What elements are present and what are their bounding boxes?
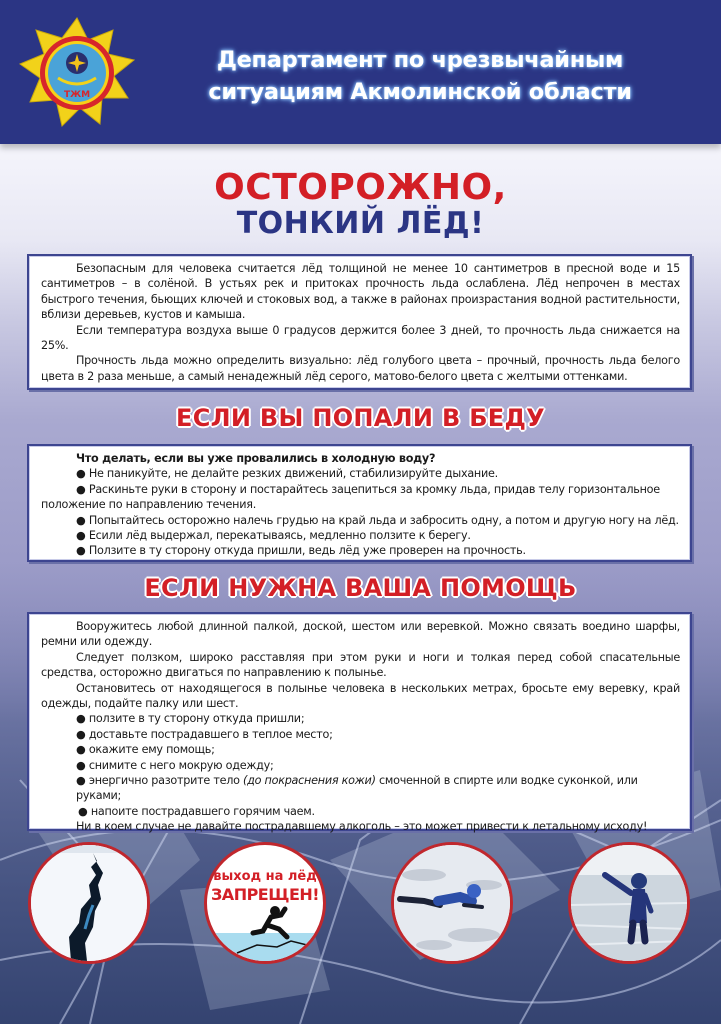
header-banner [0, 0, 721, 144]
trouble-item: ● Есили лёд выдержал, перекатываясь, медленно ползите к берегу. [76, 529, 471, 543]
department-title-line2: ситуациям Акмолинской области [208, 79, 632, 105]
intro-paragraph: Прочность льда можно определить визуально: лёд голубого цвета – прочный, прочность льда белого цвета в 2 раза меньше, а самый ненадежный лёд серого, матово-белого цвета с желтыми оттенками. [41, 354, 680, 383]
trouble-question: Что делать, если вы уже провалились в холодную воду? [76, 452, 436, 465]
intro-paragraph: Безопасным для человека считается лёд толщиной не менее 10 сантиметров в пресной воде и 15 сантиметров – в солёной. В устьях рек и притоках прочность льда ослаблена. Лёд непрочен в местах быстрого течения, бьющих ключей и стоковых вод, а также в районах произрастания водной растительности, вблизи деревьев, кустов и камыша. [41, 262, 680, 322]
help-paragraph: Следует ползком, широко расставляя при этом руки и ноги и толкая перед собой спасательные средства, осторожно двигаться по направлению к полынье. [41, 650, 680, 680]
intro-paragraph: Если температура воздуха выше 0 градусов держится более 3 дней, то прочность льда снижается на 25%. [41, 323, 680, 353]
trouble-text-box [27, 444, 692, 562]
no-ice-access-sign [204, 842, 326, 964]
help-paragraph: Вооружитесь любой длинной палкой, доской, шестом или веревкой. Можно связать воедино шарфы, ремни или одежду. [41, 620, 680, 649]
crack-in-ice-photo [28, 842, 150, 964]
trouble-item: ● Попытайтесь осторожно налечь грудью на край льда и забросить одну, а потом и другую ногу на лёд. [76, 513, 679, 527]
trouble-item: ● Раскиньте руки в сторону и постарайтесь зацепиться за кромку льда, придав телу горизонтальное положение по направлению течения. [41, 482, 660, 512]
help-item: ● окажите ему помощь; [76, 743, 215, 757]
help-item-rub-text-end: смоченной в спирте или водке суконкой, или руками; [76, 774, 638, 803]
trouble-item: ● Ползите в ту сторону откуда пришли, ведь лёд уже проверен на прочность. [76, 544, 526, 558]
child-standing-on-ice-photo [568, 842, 690, 964]
help-warning: Ни в коем случае не давайте пострадавшему алкоголь – это может привести к летальному исходу! [76, 820, 648, 834]
poster-title-thin-ice: ТОНКИЙ ЛЁД! [236, 206, 485, 241]
help-item: ● ползите в ту сторону откуда пришли; [76, 712, 305, 726]
sign-text-line1: выход на лёд [213, 869, 317, 884]
poster-title-warning: ОСТОРОЖНО, [214, 167, 507, 208]
ministry-emblem-logo [18, 16, 136, 130]
sign-text-line2: ЗАПРЕЩЕН! [210, 885, 320, 904]
help-item-rub-text: ● энергично разотрите тело [76, 774, 244, 788]
section-heading-trouble: ЕСЛИ ВЫ ПОПАЛИ В БЕДУ [176, 404, 545, 432]
child-crawling-on-ice-photo [391, 842, 513, 964]
help-item: ● напоите пострадавшего горячим чаем. [78, 804, 315, 818]
help-item-rub-note: (до покраснения кожи) [243, 774, 376, 788]
help-paragraph: Остановитесь от находящегося в полынье человека в нескольких метрах, бросьте ему веревку, край одежды, подайте палку или шест. [41, 681, 680, 711]
help-item: ● доставьте пострадавшего в теплое место; [76, 727, 333, 741]
help-text-box [27, 612, 692, 834]
section-heading-help: ЕСЛИ НУЖНА ВАША ПОМОЩЬ [144, 574, 577, 602]
help-item: ● снимите с него мокрую одежду; [76, 758, 274, 772]
intro-text-box [27, 254, 692, 390]
help-item-rub [41, 773, 680, 804]
department-title-line1: Департамент по чрезвычайным [216, 47, 624, 73]
logo-abbr: ТЖМ [63, 90, 91, 100]
trouble-item: ● Не паникуйте, не делайте резких движений, стабилизируйте дыхание. [76, 467, 498, 481]
department-title [175, 44, 665, 108]
